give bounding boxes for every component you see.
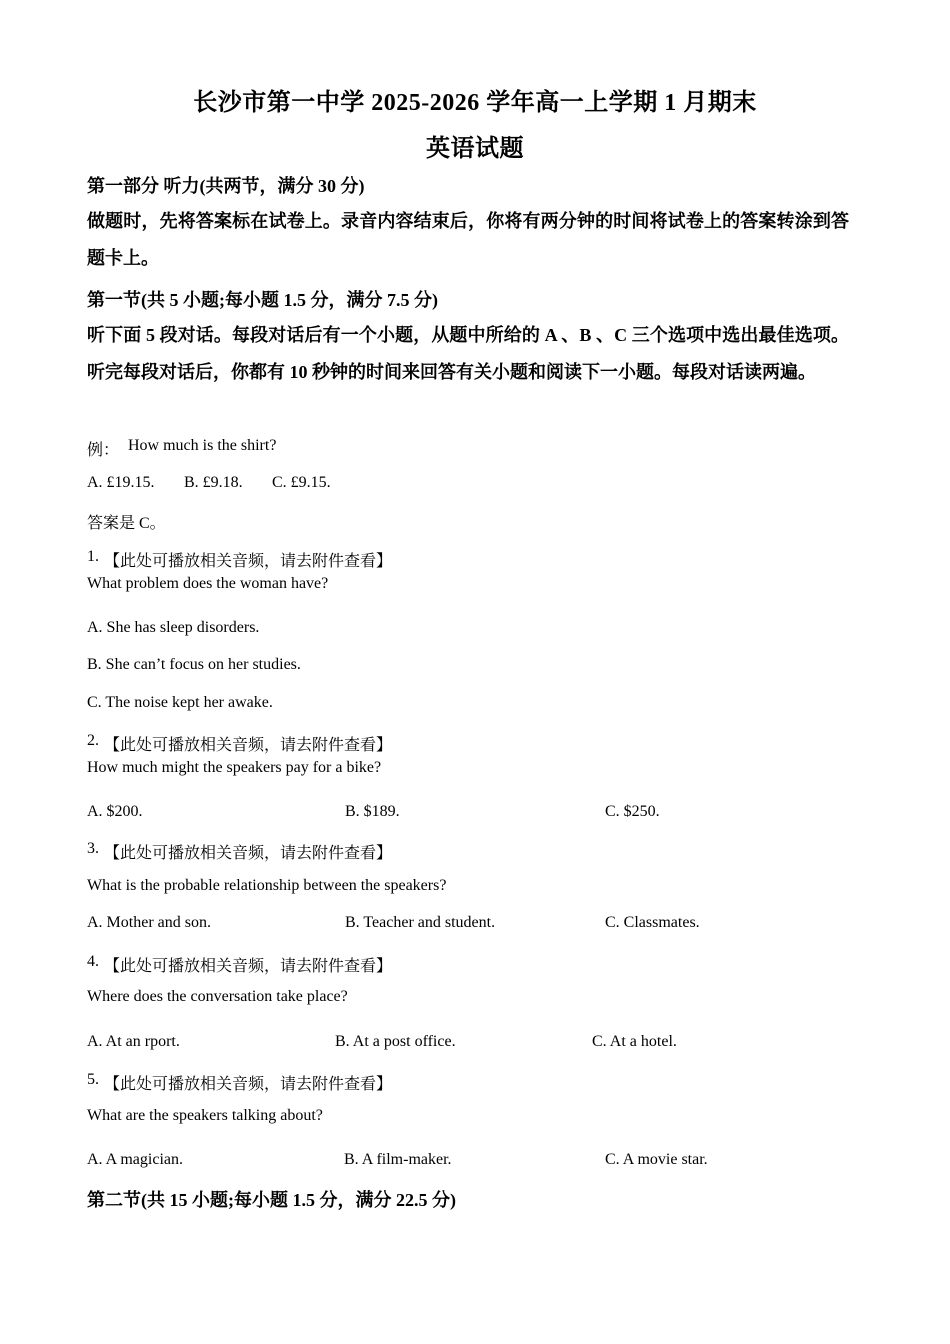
q5-option-c: C. A movie star. [605,1151,708,1168]
example-answer: 答案是 C。 [87,515,166,532]
q2-option-c: C. $250. [605,803,660,820]
q3-option-b: B. Teacher and student. [345,914,496,931]
q2-option-b: B. $189. [345,803,400,820]
q1-audio-note[interactable]: 【此处可播放相关音频，请去附件查看】 [104,553,393,570]
q1-option-c: C. The noise kept her awake. [87,694,273,711]
q3-option-c: C. Classmates. [605,914,700,931]
q1-option-a: A. She has sleep disorders. [87,619,260,636]
q5-audio-note[interactable]: 【此处可播放相关音频，请去附件查看】 [104,1076,393,1093]
q4-option-b: B. At a post office. [335,1033,456,1050]
q1-text: What problem does the woman have? [87,575,329,592]
q2-option-a: A. $200. [87,803,143,820]
q3-number: 3. [87,840,99,857]
q5-option-b: B. A film-maker. [344,1151,452,1168]
q2-number: 2. [87,732,99,749]
q5-text: What are the speakers talking about? [87,1107,323,1124]
q2-audio-note[interactable]: 【此处可播放相关音频，请去附件查看】 [104,737,393,754]
q4-text: Where does the conversation take place? [87,988,348,1005]
section1-heading: 第一节(共 5 小题;每小题 1.5 分，满分 7.5 分) [87,290,438,310]
q4-option-c: C. At a hotel. [592,1033,677,1050]
example-option-b: B. £9.18. [184,474,243,491]
q5-option-a: A. A magician. [87,1151,183,1168]
section2-heading: 第二节(共 15 小题;每小题 1.5 分，满分 22.5 分) [87,1190,456,1210]
q2-text: How much might the speakers pay for a bike? [87,759,382,776]
page-subtitle: 英语试题 [426,136,524,162]
q1-option-b: B. She can’t focus on her studies. [87,656,301,673]
example-option-a: A. £19.15. [87,474,155,491]
part1-instruction: 做题时，先将答案标在试卷上。录音内容结束后，你将有两分钟的时间将试卷上的答案转涂到答题卡上。 [87,211,849,268]
q3-audio-note[interactable]: 【此处可播放相关音频，请去附件查看】 [104,845,393,862]
example-question: How much is the shirt? [128,437,277,454]
example-option-c: C. £9.15. [272,474,331,491]
page-title: 长沙市第一中学 2025-2026 学年高一上学期 1 月期末 [193,90,757,116]
q4-audio-note[interactable]: 【此处可播放相关音频，请去附件查看】 [104,958,393,975]
q3-text: What is the probable relationship between the speakers? [87,877,447,894]
section1-instruction: 听下面 5 段对话。每段对话后有一个小题，从题中所给的 A 、B 、C 三个选项中选出最佳选项。听完每段对话后，你都有 10 秒钟的时间来回答有关小题和阅读下一小题。每段对话读两遍。 [87,325,849,382]
q4-option-a: A. At an rport. [87,1033,180,1050]
q5-number: 5. [87,1071,99,1088]
part1-heading: 第一部分 听力(共两节，满分 30 分) [87,176,365,196]
q4-number: 4. [87,953,99,970]
example-label: 例： [87,442,120,459]
q1-number: 1. [87,548,99,565]
q3-option-a: A. Mother and son. [87,914,211,931]
